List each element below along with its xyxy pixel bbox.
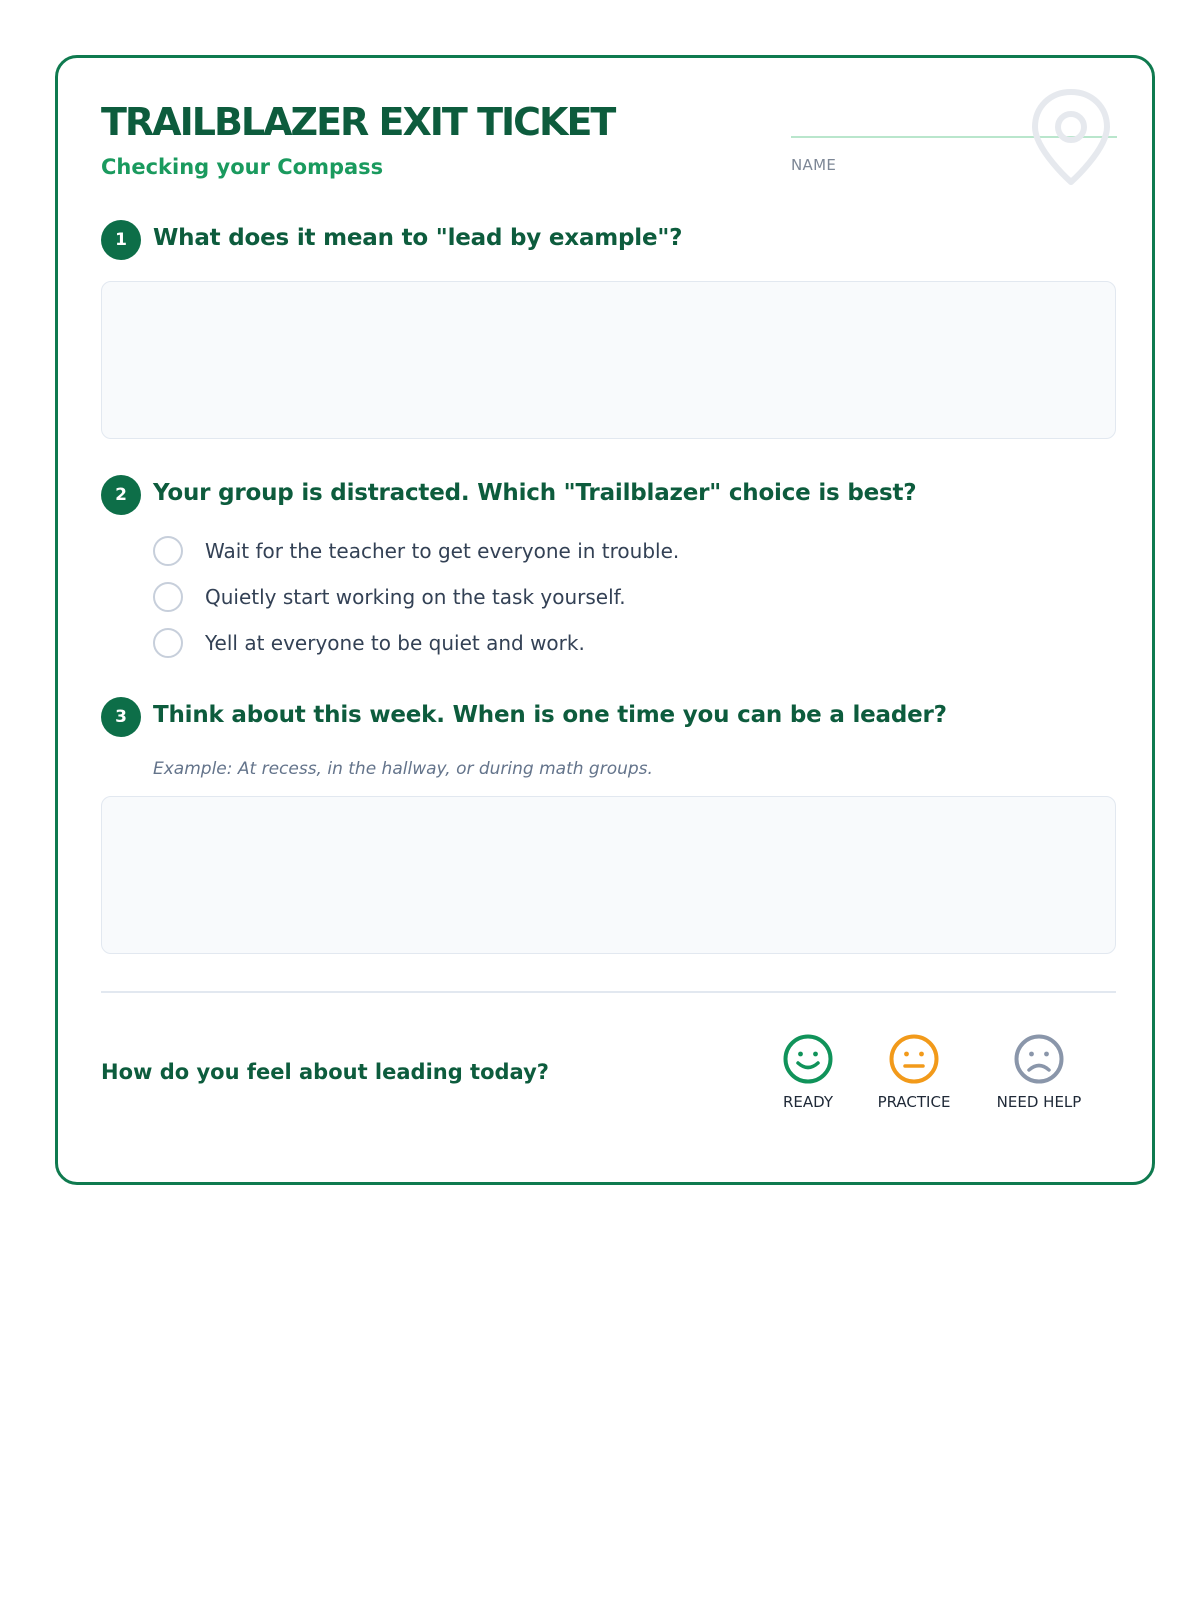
- feeling-need-help-label: NEED HELP: [996, 1093, 1082, 1111]
- question-2-text: Your group is distracted. Which "Trailblazer" choice is best?: [153, 480, 917, 506]
- option-label: Quietly start working on the task yourself.: [205, 585, 626, 609]
- radio-button[interactable]: [153, 628, 183, 658]
- option-label: Wait for the teacher to get everyone in trouble.: [205, 539, 680, 563]
- question-3-number: 3: [101, 697, 141, 737]
- feelings-question: How do you feel about leading today?: [101, 1060, 549, 1084]
- radio-button[interactable]: [153, 582, 183, 612]
- radio-button[interactable]: [153, 536, 183, 566]
- map-pin-icon: [1030, 88, 1112, 188]
- feeling-practice-button[interactable]: [854, 1033, 974, 1111]
- feeling-ready-button[interactable]: [748, 1033, 868, 1111]
- question-3-answer-field[interactable]: [101, 796, 1116, 954]
- page-title: TRAILBLAZER EXIT TICKET: [101, 100, 615, 144]
- name-label: NAME: [791, 156, 837, 174]
- divider: [101, 991, 1116, 993]
- feeling-ready-label: READY: [782, 1093, 834, 1111]
- sad-face-icon: [1013, 1033, 1065, 1085]
- neutral-face-icon: [888, 1033, 940, 1085]
- exit-ticket-card: [55, 55, 1155, 1185]
- question-1-answer-field[interactable]: [101, 281, 1116, 439]
- question-3-hint: Example: At recess, in the hallway, or during math groups.: [153, 759, 653, 779]
- feeling-need-help-button[interactable]: [979, 1033, 1099, 1111]
- question-1-number: 1: [101, 220, 141, 260]
- question-2-option-2[interactable]: [153, 580, 626, 614]
- question-2-option-1[interactable]: [153, 534, 679, 568]
- feeling-practice-label: PRACTICE: [877, 1093, 951, 1111]
- page-subtitle: Checking your Compass: [101, 155, 384, 179]
- question-1-text: What does it mean to "lead by example"?: [153, 225, 683, 251]
- option-label: Yell at everyone to be quiet and work.: [205, 631, 585, 655]
- smile-face-icon: [782, 1033, 834, 1085]
- question-2-option-3[interactable]: [153, 626, 585, 660]
- question-3-text: Think about this week. When is one time you can be a leader?: [153, 702, 947, 728]
- question-2-number: 2: [101, 475, 141, 515]
